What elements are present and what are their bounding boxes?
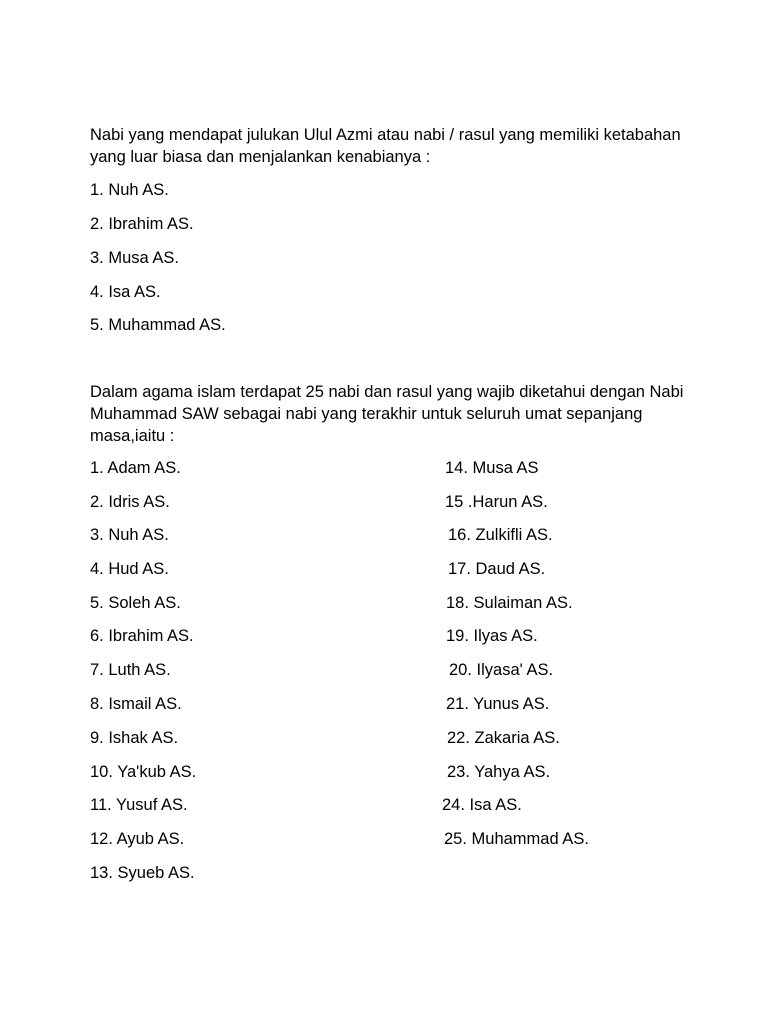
- list-item: 16. Zulkifli AS.: [448, 526, 553, 544]
- list-item: 25. Muhammad AS.: [444, 830, 589, 848]
- twenty-five-prophets-intro: Dalam agama islam terdapat 25 nabi dan rasul yang wajib diketahui dengan Nabi Muhammad SAW sebagai nabi yang terakhir untuk seluruh umat sepanjang masa,iaitu :: [90, 383, 684, 445]
- list-item: 22. Zakaria AS.: [447, 729, 560, 747]
- list-item: 20. Ilyasa' AS.: [449, 661, 554, 679]
- list-item: 24. Isa AS.: [442, 796, 522, 814]
- list-item: 15 .Harun AS.: [445, 493, 548, 511]
- list-item: 19. Ilyas AS.: [446, 627, 538, 645]
- list-item: 21. Yunus AS.: [446, 695, 550, 713]
- list-item: 9. Ishak AS.: [90, 729, 179, 747]
- list-item: 8. Ismail AS.: [90, 695, 182, 713]
- list-item: 2. Ibrahim AS.: [90, 215, 194, 233]
- list-item: 2. Idris AS.: [90, 493, 170, 511]
- list-item: 3. Musa AS.: [90, 249, 179, 267]
- list-item: 5. Soleh AS.: [90, 594, 181, 612]
- list-item: 5. Muhammad AS.: [90, 316, 226, 334]
- ulul-azmi-intro: Nabi yang mendapat julukan Ulul Azmi atau nabi / rasul yang memiliki ketabahan yang luar biasa dan menjalankan kenabianya :: [90, 126, 681, 166]
- list-item: 7. Luth AS.: [90, 661, 171, 679]
- list-item: 3. Nuh AS.: [90, 526, 169, 544]
- list-item: 4. Hud AS.: [90, 560, 169, 578]
- list-item: 1. Nuh AS.: [90, 181, 169, 199]
- list-item: 23. Yahya AS.: [447, 763, 551, 781]
- list-item: 13. Syueb AS.: [90, 864, 195, 882]
- list-item: 1. Adam AS.: [90, 459, 181, 477]
- list-item: 6. Ibrahim AS.: [90, 627, 194, 645]
- list-item: 12. Ayub AS.: [90, 830, 185, 848]
- list-item: 4. Isa AS.: [90, 283, 161, 301]
- list-item: 17. Daud AS.: [448, 560, 546, 578]
- list-item: 10. Ya'kub AS.: [90, 763, 197, 781]
- list-item: 18. Sulaiman AS.: [446, 594, 573, 612]
- list-item: 11. Yusuf AS.: [90, 796, 188, 814]
- list-item: 14. Musa AS: [445, 459, 539, 477]
